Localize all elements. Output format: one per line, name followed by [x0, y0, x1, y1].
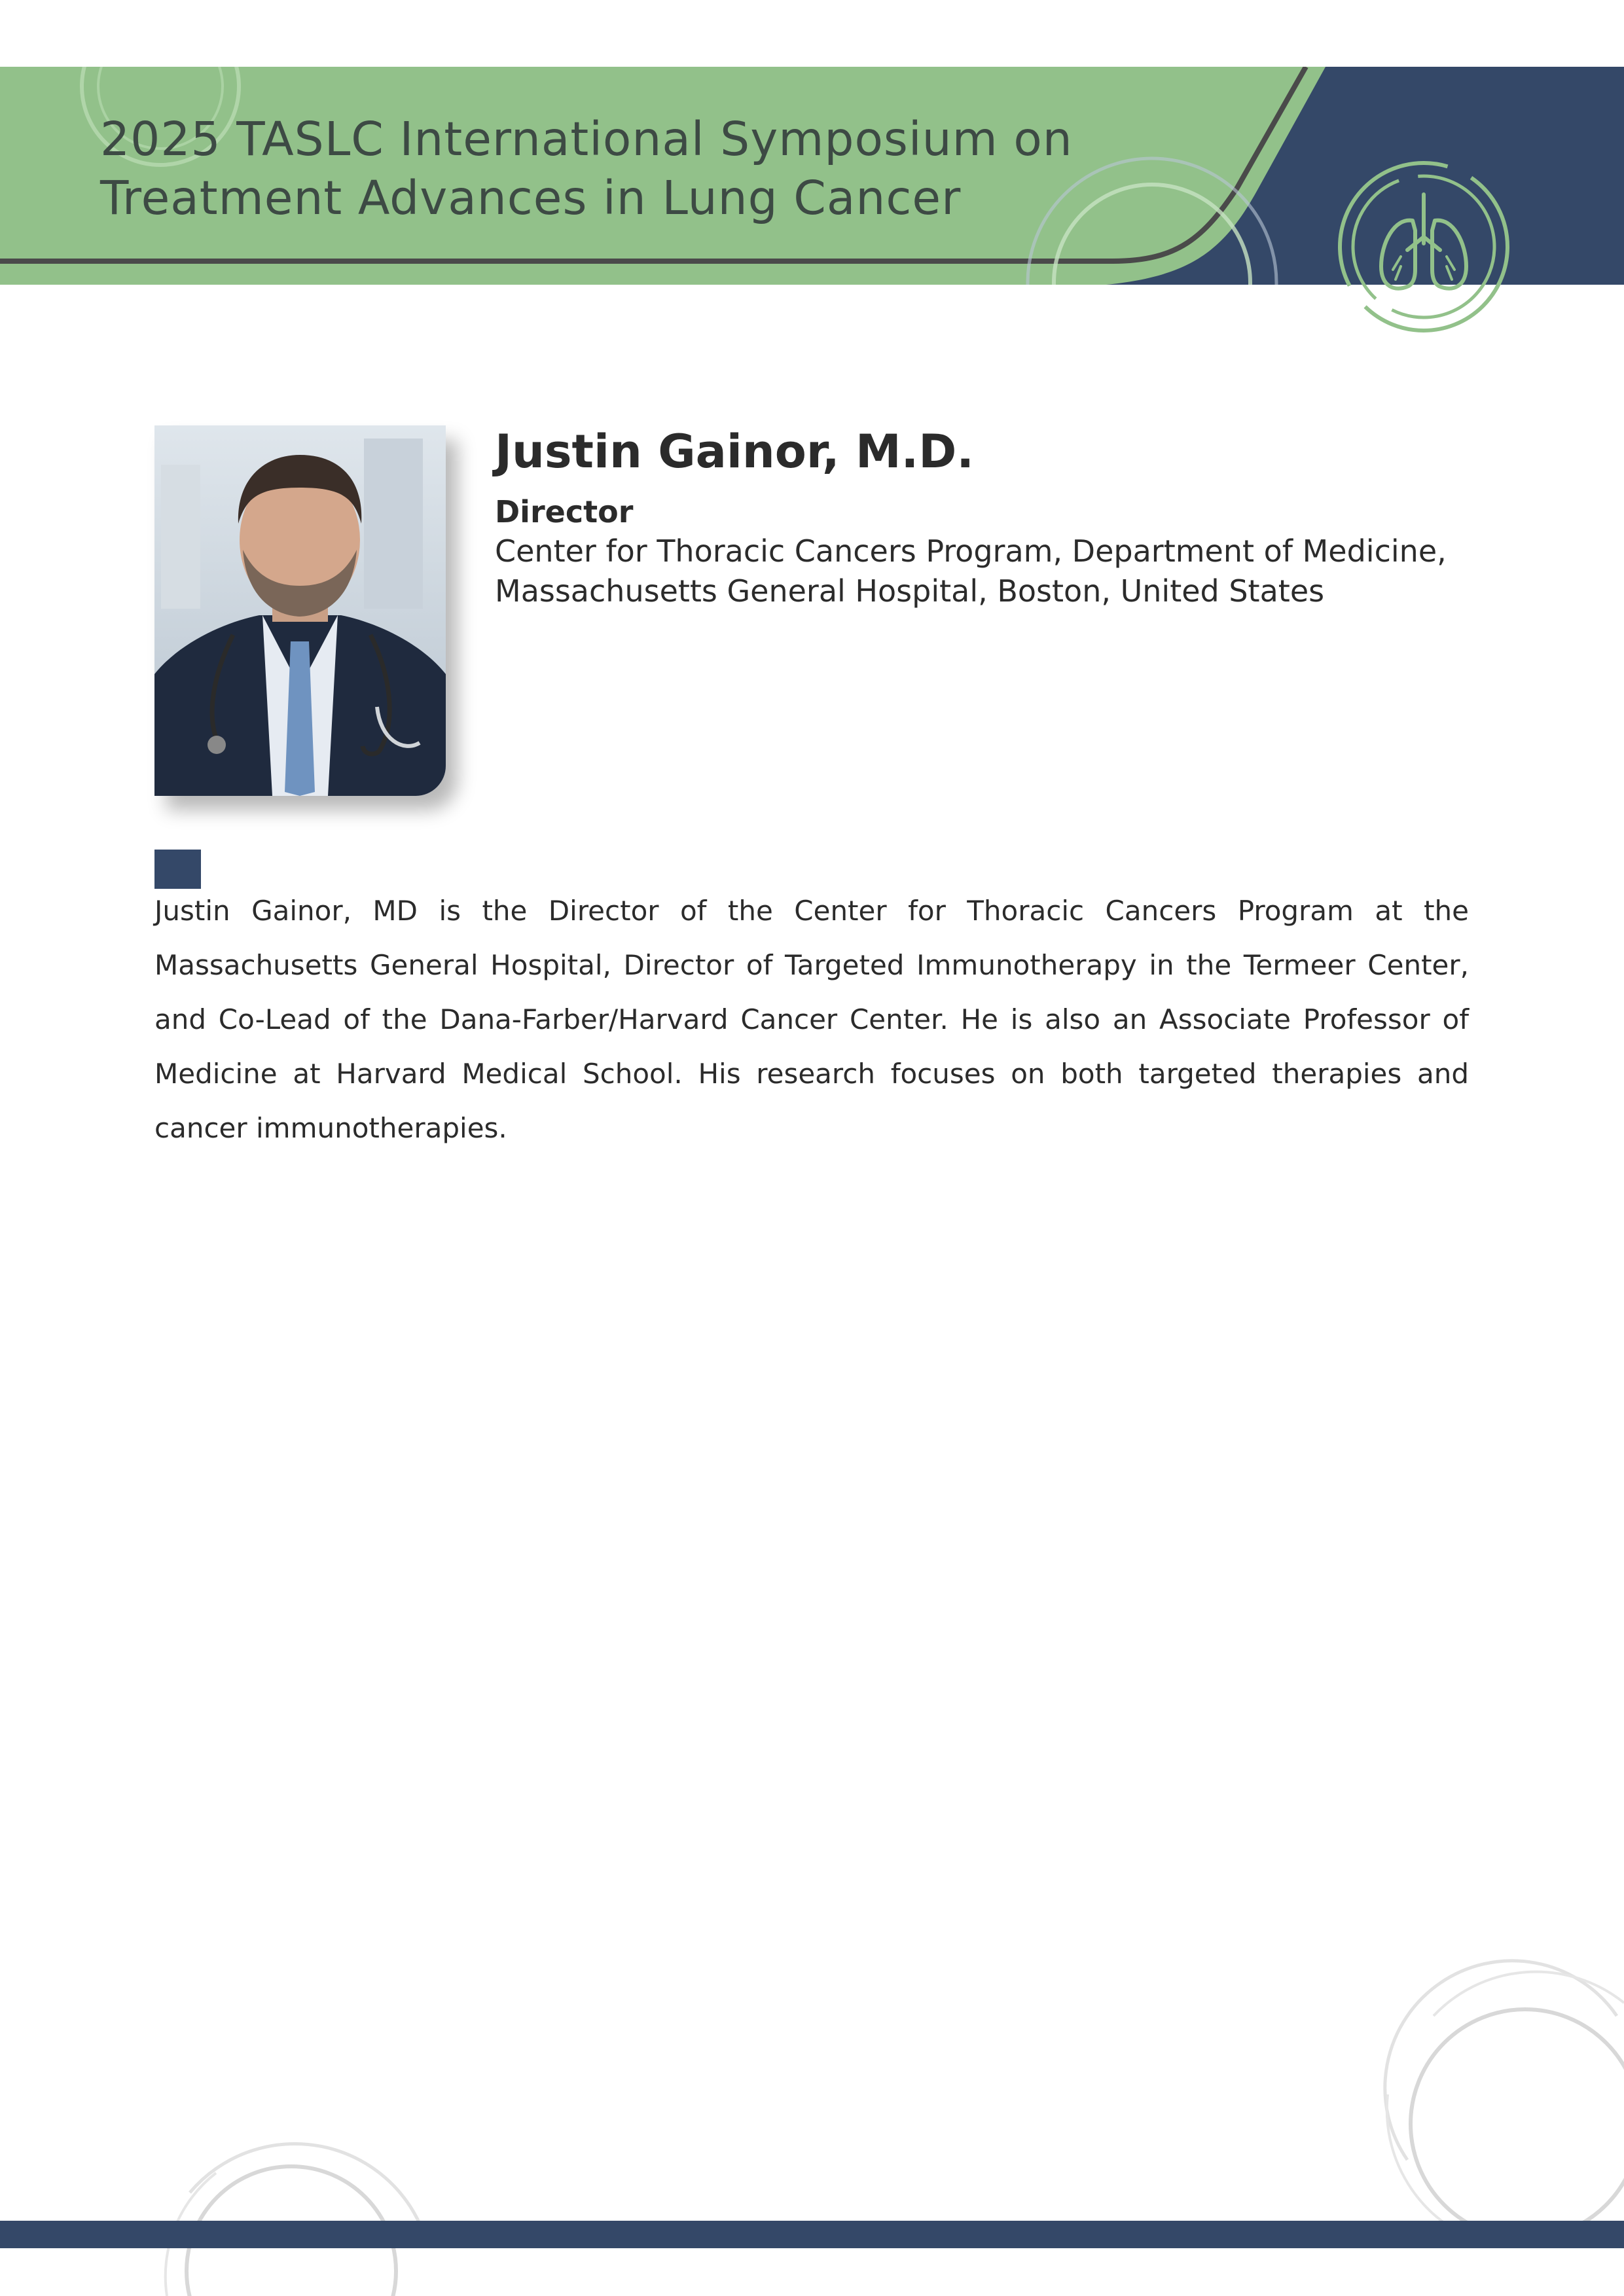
event-title-line-1: 2025 TASLC International Symposium on	[100, 112, 1073, 166]
affiliation-line-1: Center for Thoracic Cancers Program, Department of Medicine,	[495, 533, 1447, 569]
speaker-bio: Justin Gainor, MD is the Director of the Center for Thoracic Cancers Program at the Massachusetts General Hospital, Director of Targeted Immunotherapy in the Termeer Center, and Co-Lead of the Dana-Farber/Harvard Cancer Center. He is also an Associate Professor of Medicine at Harvard Medical School. His research focuses on both targeted therapies and cancer immunotherapies.	[154, 895, 1469, 1144]
speaker-role: Director	[495, 494, 634, 529]
event-title-line-2: Treatment Advances in Lung Cancer	[100, 171, 962, 225]
footer-bar	[0, 2221, 1624, 2248]
affiliation-line-2: Massachusetts General Hospital, Boston, United States	[495, 573, 1325, 609]
speaker-name: Justin Gainor, M.D.	[495, 425, 974, 478]
